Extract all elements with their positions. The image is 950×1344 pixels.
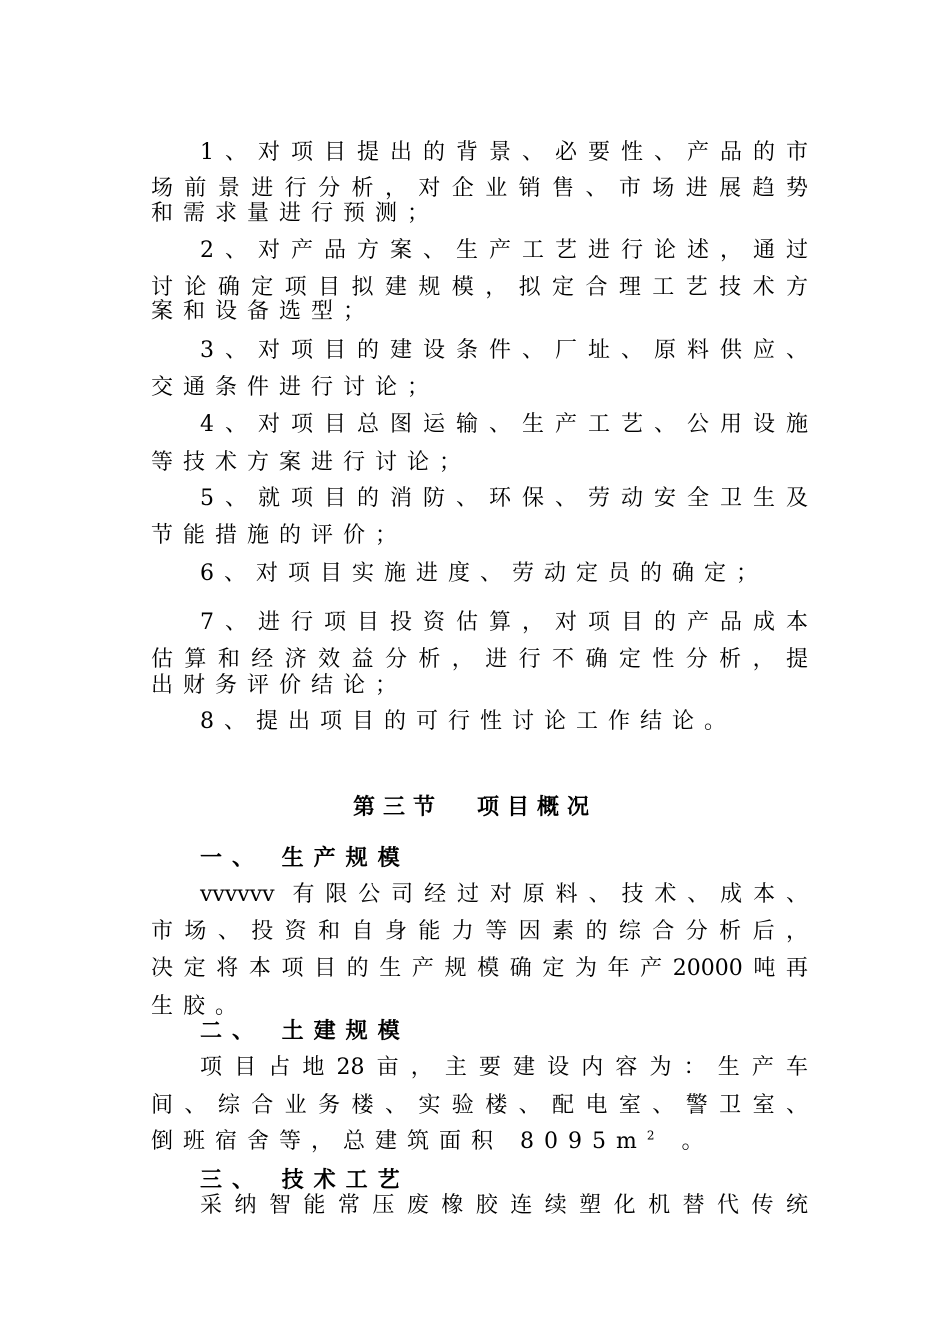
paragraph-line: 1、对项目提出的背景、必要性、产品的市	[200, 140, 808, 165]
subsection-heading: 三、 技术工艺	[200, 1168, 410, 1193]
area-text: 倒班宿舍等，总建筑面积 8095m	[151, 1129, 647, 1154]
paragraph-line: 节能措施的评价；	[151, 523, 408, 548]
paragraph-line: 出财务评价结论；	[151, 673, 408, 698]
section-title	[0, 795, 950, 821]
paragraph-line: 市场、投资和自身能力等因素的综合分析后，	[151, 919, 808, 944]
paragraph-line: 估算和经济效益分析，进行不确定性分析，提	[151, 647, 808, 672]
paragraph-line: 生胶。	[151, 994, 248, 1019]
paragraph-line: 讨论确定项目拟建规模，拟定合理工艺技术方	[151, 275, 808, 300]
subsection-heading: 一、 生产规模	[200, 846, 410, 871]
paragraph-line: 等技术方案进行讨论；	[151, 450, 472, 475]
paragraph-line: 间、综合业务楼、实验楼、配电室、警卫室、	[151, 1093, 808, 1118]
paragraph-line: 项目占地28亩，主要建设内容为：生产车	[200, 1055, 808, 1080]
paragraph-line	[151, 1129, 808, 1155]
paragraph-line: 场前景进行分析，对企业销售、市场进展趋势	[151, 176, 808, 201]
superscript: 2	[646, 1128, 665, 1143]
subsection-heading: 二、 土建规模	[200, 1019, 410, 1044]
paragraph-line: 2、对产品方案、生产工艺进行论述，通过	[200, 238, 808, 263]
section-name: 项目概况	[477, 795, 598, 820]
paragraph-line: 采纳智能常压废橡胶连续塑化机替代传统	[200, 1193, 808, 1218]
paragraph-line: 4、对项目总图运输、生产工艺、公用设施	[200, 412, 808, 437]
paragraph-line: 5、就项目的消防、环保、劳动安全卫生及	[200, 486, 808, 511]
paragraph-line: 决定将本项目的生产规模确定为年产20000吨再	[151, 956, 808, 981]
paragraph-line: 3、对项目的建设条件、厂址、原料供应、	[200, 338, 808, 363]
paragraph-line: vvvvvv 有限公司经过对原料、技术、成本、	[200, 882, 808, 907]
paragraph-line: 8、提出项目的可行性讨论工作结论。	[200, 709, 736, 734]
paragraph-line: 和需求量进行预测；	[151, 201, 440, 226]
paragraph-line: 7、进行项目投资估算，对项目的产品成本	[200, 610, 808, 635]
paragraph-line: 6、对项目实施进度、劳动定员的确定；	[200, 561, 768, 586]
section-number: 第三节	[352, 795, 443, 820]
area-text-end: 。	[664, 1129, 714, 1154]
paragraph-line: 交通条件进行讨论；	[151, 375, 440, 400]
paragraph-line: 案和设备选型；	[151, 299, 376, 324]
